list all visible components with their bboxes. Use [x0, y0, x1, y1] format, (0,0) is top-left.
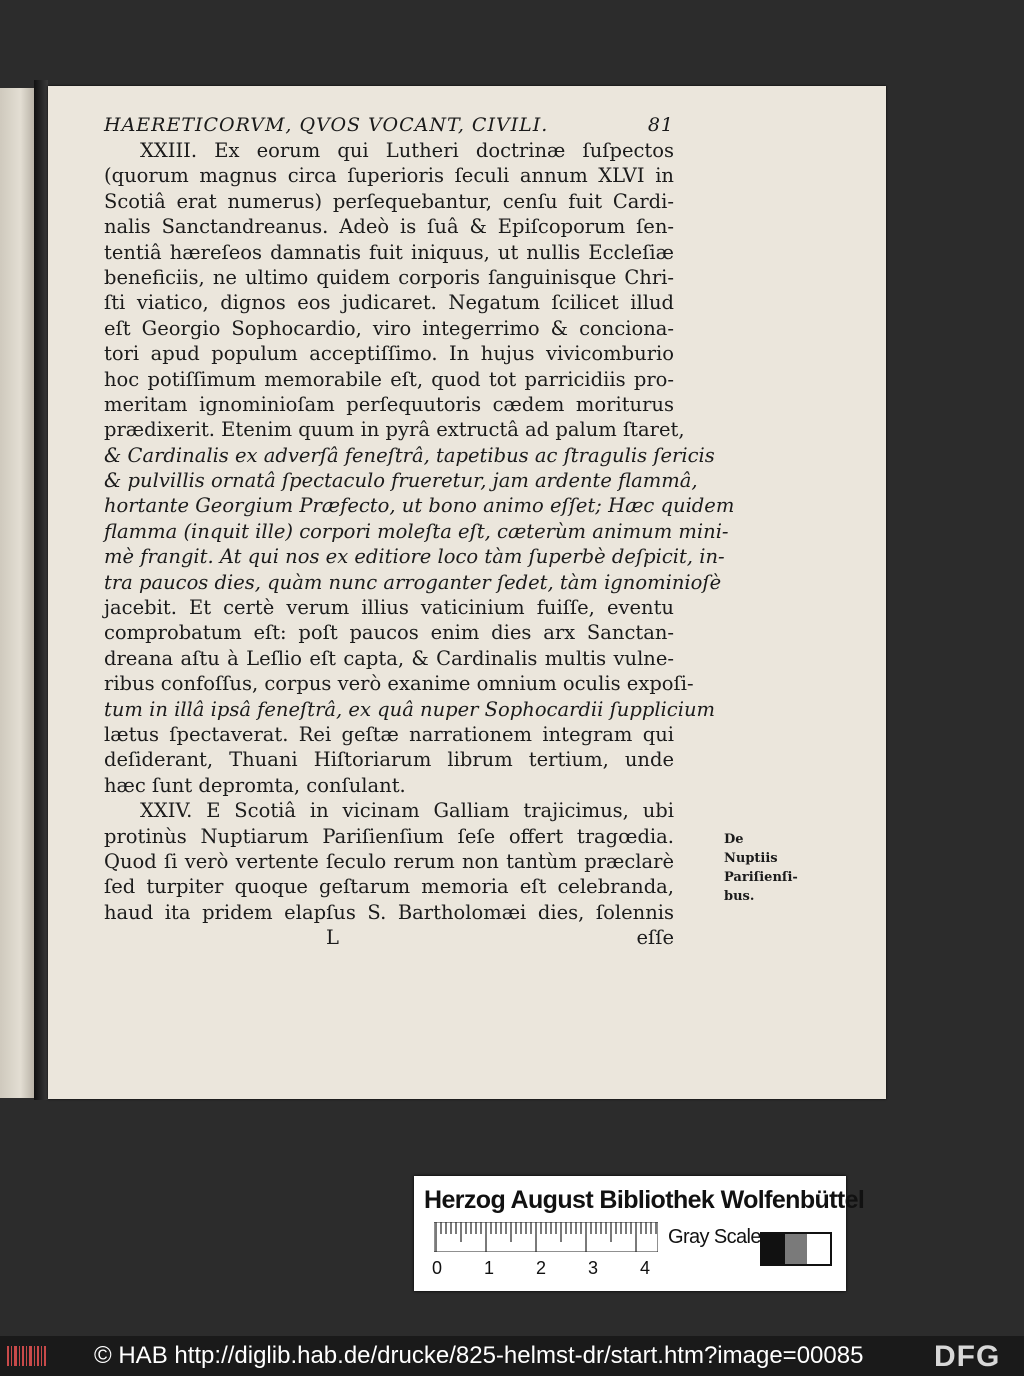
text-line: nalis Sanctandreanus. Adeò is ſuâ & Epiſcoporum ſen-	[104, 215, 674, 239]
gray-swatch	[762, 1234, 785, 1264]
catchline	[104, 925, 674, 951]
gray-swatch	[785, 1234, 808, 1264]
text-line: & pulvillis ornatâ ſpectaculo frueretur, jam ardente flammâ,	[104, 469, 698, 493]
running-title: HAERETICORVM, QVOS VOCANT, CIVILI.	[104, 114, 549, 136]
gray-swatch	[807, 1234, 830, 1264]
text-line: mè frangit. At qui nos ex editiore loco tàm ſuperbè deſpicit, in-	[104, 545, 725, 569]
margin-note-line: De Nuptiis	[724, 832, 778, 866]
text-line: eſt Georgio Sophocardio, viro integerrimo & conciona-	[104, 316, 674, 340]
text-line: tori apud populum acceptiſſimo. In hujus vivicomburio	[104, 342, 674, 366]
text-line: flamma (inquit ille) corpori moleſta eſt, cæterùm animum mini-	[104, 519, 729, 543]
text-line: Scotiâ erat numerus) perſequebantur, cenſu fuit Cardi-	[104, 189, 674, 213]
text-line: dreana aſtu à Leſlio eſt capta, & Cardinalis multis vulne-	[104, 646, 674, 670]
text-line: lætus ſpectaverat. Rei geſtæ narrationem integram qui	[104, 722, 674, 746]
ruler-number: 4	[640, 1258, 651, 1278]
text-line: prædixerit. Etenim quum in pyrâ extructâ ad palum ſtaret,	[104, 418, 685, 442]
text-line: deſiderant, Thuani Hiſtoriarum librum tertium, unde	[104, 748, 674, 772]
text-line: jacebit. Et certè verum illius vaticinium fuiſſe, eventu	[104, 596, 674, 620]
text-line: meritam ignominioſam perſequutoris cædem moriturus	[104, 392, 674, 416]
text-line: ſed turpiter quoque geſtarum memoria eſt celebranda,	[104, 875, 674, 899]
ruler-number: 2	[536, 1258, 547, 1278]
margin-note-line: bus.	[724, 889, 755, 904]
text-line: protinùs Nuptiarum Pariſienſium ſeſe offert tragœdia.	[104, 824, 674, 848]
previous-page-edge	[0, 88, 34, 1098]
text-line: hæc ſunt depromta, conſulant.	[104, 773, 406, 797]
gray-scale-label: Gray Scale	[668, 1226, 761, 1248]
ruler-icon	[434, 1222, 658, 1252]
page-number: 81	[647, 114, 674, 136]
text-line: XXIII. Ex eorum qui Lutheri doctrinæ ſuſpectos	[140, 139, 674, 162]
text-line: haud ita pridem elapſus S. Bartholomæi dies, ſolennis	[104, 900, 674, 924]
ruler-number: 0	[432, 1258, 443, 1278]
text-line: Quod ſi verò vertente ſeculo rerum non tantùm præclarè	[104, 849, 674, 873]
book-page	[48, 86, 886, 1099]
text-line: comprobatum eſt: poſt paucos enim dies arx Sanctan-	[104, 621, 674, 645]
copyright-link[interactable]: © HAB http://diglib.hab.de/drucke/825-helmst-dr/start.htm?image=00085	[94, 1342, 864, 1369]
page-text-block	[104, 114, 798, 951]
text-line: hortante Georgium Præfecto, ut bono animo eſſet; Hæc quidem	[104, 494, 735, 518]
margin-note	[724, 830, 798, 906]
text-line: XXIV. E Scotiâ in vicinam Galliam trajicimus, ubi	[140, 799, 674, 823]
running-header	[104, 114, 674, 136]
catchword: eſſe	[636, 926, 674, 950]
gutter-shadow	[34, 80, 48, 1100]
text-line: tra paucos dies, quàm nunc arroganter ſedet, tàm ignominioſè	[104, 570, 722, 594]
ruler-number: 1	[484, 1258, 495, 1278]
barcode-icon	[6, 1344, 48, 1368]
text-line: tum in illâ ipsâ feneſtrâ, ex quâ nuper Sophocardii ſupplicium	[104, 697, 716, 721]
signature-mark: L	[326, 926, 339, 950]
text-line: ſti viatico, dignos eos judicaret. Negatum ſcilicet illud	[104, 291, 674, 315]
text-line: tentiâ hæreſeos damnatis fuit iniquus, ut nullis Eccleſiæ	[104, 240, 674, 264]
body-text	[104, 138, 735, 925]
library-name: Herzog August Bibliothek Wolfenbüttel	[424, 1186, 865, 1214]
text-line: ribus confoſſus, corpus verò exanime omnium oculis expoſi-	[104, 672, 694, 696]
margin-note-line: Pariſienſi-	[724, 870, 798, 885]
gray-scale-swatches	[760, 1232, 832, 1266]
text-line: beneficiis, ne ultimo quidem corporis ſanguinisque Chri-	[104, 265, 674, 289]
library-color-card	[414, 1176, 865, 1291]
text-line: & Cardinalis ex adverſâ feneſtrâ, tapetibus ac ſtragulis ſericis	[104, 443, 715, 467]
ruler-number: 3	[588, 1258, 599, 1278]
dfg-logo: DFG	[934, 1340, 1001, 1373]
viewer-footer	[0, 1336, 1024, 1376]
text-line: (quorum magnus circa ſuperioris ſeculi annum XLVI in	[104, 164, 674, 188]
text-line: hoc potiſſimum memorabile eſt, quod tot parricidiis pro-	[104, 367, 674, 391]
